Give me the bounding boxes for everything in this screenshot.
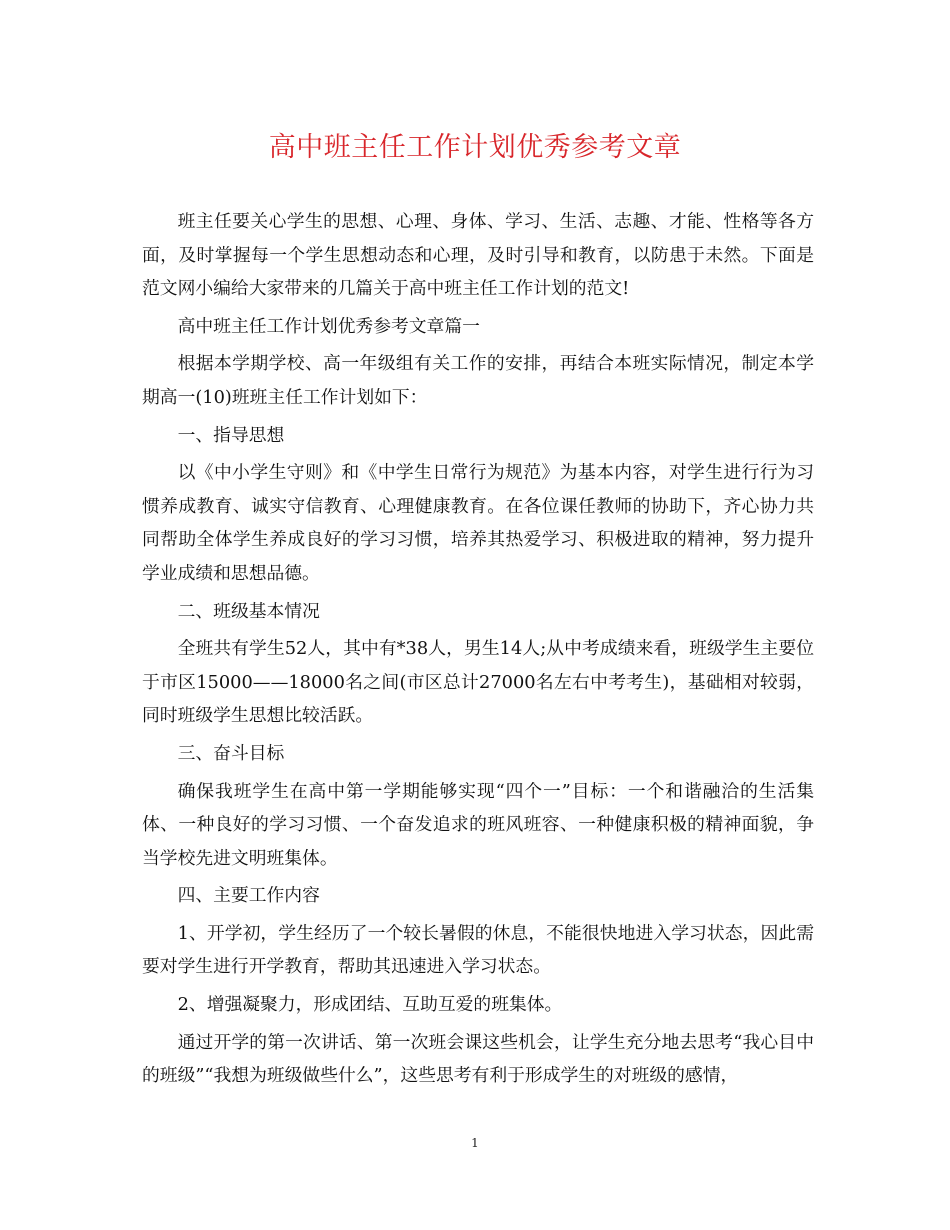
section-heading-main-work: 四、主要工作内容 <box>177 885 320 907</box>
page-number: 1 <box>471 1136 479 1150</box>
section-heading-goals: 三、奋斗目标 <box>177 742 285 764</box>
document-body <box>142 205 814 1093</box>
paragraph-goals: 确保我班学生在高中第一学期能够实现“四个一”目标：一个和谐融洽的生活集体、一种良好的学习习惯、一个奋发追求的班风班容、一种健康积极的精神面貌，争当学校先进文明班集体。 <box>142 780 814 869</box>
paragraph-plan-basis: 根据本学期学校、高一年级组有关工作的安排，再结合本班实际情况，制定本学期高一(10)班班主任工作计划如下： <box>142 353 814 408</box>
paragraph-intro: 班主任要关心学生的思想、心理、身体、学习、生活、志趣、才能、性格等各方面，及时掌握每一个学生思想动态和心理，及时引导和教育，以防患于未然。下面是范文网小编给大家带来的几篇关于高中班主任工作计划的范文! <box>142 211 814 300</box>
section-heading-class-situation: 二、班级基本情况 <box>177 600 320 622</box>
paragraph-work-item-2: 2、增强凝聚力，形成团结、互助互爱的班集体。 <box>177 994 563 1016</box>
paragraph-guiding-thought: 以《中小学生守则》和《中学生日常行为规范》为基本内容，对学生进行行为习惯养成教育、诚实守信教育、心理健康教育。在各位课任教师的协助下，齐心协力共同帮助全体学生养成良好的学习习惯，培养其热爱学习、积极进取的精神，努力提升学业成绩和思想品德。 <box>142 462 814 584</box>
paragraph-article-heading: 高中班主任工作计划优秀参考文章篇一 <box>177 315 480 337</box>
document-title: 高中班主任工作计划优秀参考文章 <box>268 132 682 163</box>
section-heading-guiding-thought: 一、指导思想 <box>177 424 285 446</box>
paragraph-work-item-1: 1、开学初，学生经历了一个较长暑假的休息，不能很快地进入学习状态，因此需要对学生进行开学教育，帮助其迅速进入学习状态。 <box>142 922 814 978</box>
paragraph-work-item-2-detail: 通过开学的第一次讲话、第一次班会课这些机会，让学生充分地去思考“我心目中的班级”“我想为班级做些什么”，这些思考有利于形成学生的对班级的感情， <box>142 1031 814 1087</box>
paragraph-class-situation: 全班共有学生52人，其中有*38人，男生14人;从中考成绩来看，班级学生主要位于市区15000——18000名之间(市区总计27000名左右中考考生)，基础相对较弱，同时班级学生思想比较活跃。 <box>142 638 814 727</box>
